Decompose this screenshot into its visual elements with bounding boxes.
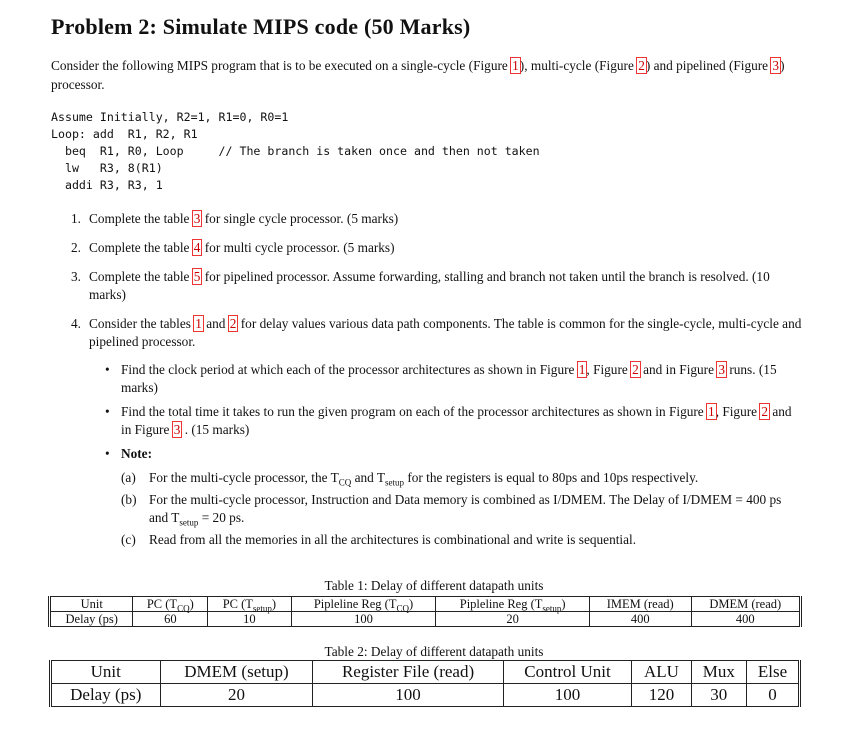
bullet-text: , Figure <box>715 404 761 419</box>
figure-ref-1[interactable]: 1 <box>512 58 519 73</box>
bullet-text: . (15 marks) <box>181 422 250 437</box>
task-item-1 <box>71 210 803 228</box>
task-text: Complete the table <box>89 269 193 284</box>
code-line: lw R3, 8(R1) <box>51 161 163 175</box>
intro-text-4: ) processor. <box>51 58 785 92</box>
bullet-text: runs. (15 marks) <box>121 362 777 395</box>
bullet-text: Find the total time it takes to run the given program on each of the processor architectures as shown in Figure <box>121 404 708 419</box>
table-row <box>50 597 801 612</box>
bullet-text: Find the clock period at which each of the processor architectures as shown in Figure <box>121 362 578 377</box>
task-item-4 <box>71 315 803 549</box>
figure-ref-3[interactable]: 3 <box>718 362 725 377</box>
table-header-cell: Register File (read) <box>313 661 503 684</box>
task-text: Complete the table <box>89 211 193 226</box>
code-line: addi R3, R3, 1 <box>51 178 163 192</box>
task-number: 1. <box>71 211 81 226</box>
note-text: = 20 ps. <box>198 510 245 525</box>
table-cell: Delay (ps) <box>51 684 161 707</box>
code-line: Loop: add R1, R2, R1 <box>51 127 198 141</box>
table1-caption: Table 1: Delay of different datapath units <box>324 578 544 593</box>
note-text: and T <box>351 470 386 485</box>
table-cell: 100 <box>291 612 436 627</box>
table-header-cell: PC $(T_{CQ})$ <box>133 597 208 612</box>
table-ref-5[interactable]: 5 <box>193 269 201 284</box>
table-header-cell: ALU <box>632 661 691 684</box>
task-text: and <box>202 316 229 331</box>
table-cell: 20 <box>160 684 313 707</box>
table-ref-4[interactable]: 4 <box>193 240 201 255</box>
figure-ref-2[interactable]: 2 <box>632 362 639 377</box>
table-header-cell: Control Unit <box>503 661 632 684</box>
subscript: setup <box>385 477 405 488</box>
table-cell: 400 <box>589 612 691 627</box>
note-text: for the registers is equal to 80ps and 10ps respectively. <box>404 470 699 485</box>
task-number: 4. <box>71 316 81 331</box>
note-list <box>121 469 803 549</box>
table-cell: 10 <box>208 612 291 627</box>
table-cell: 60 <box>133 612 208 627</box>
table-cell: 30 <box>691 684 746 707</box>
code-line: beq R1, R0, Loop // The branch is taken once and then not taken <box>51 144 540 158</box>
table-header-cell: Pipleline Reg $(T_{CQ})$ <box>291 597 436 612</box>
table-cell: 100 <box>313 684 503 707</box>
figure-ref-3[interactable]: 3 <box>173 422 181 437</box>
mips-code-block <box>51 109 540 194</box>
table-header-cell: Unit <box>50 597 133 612</box>
subscript: setup <box>179 517 199 528</box>
intro-paragraph <box>51 56 803 94</box>
intro-text-3: ) and pipelined (Figure <box>645 58 772 73</box>
note-item-label: (c) <box>121 532 136 547</box>
table-row <box>51 661 800 684</box>
table-ref-1[interactable]: 1 <box>195 316 202 331</box>
table-cell: 20 <box>436 612 589 627</box>
bullet-icon: • <box>105 404 110 419</box>
table1-delay-units <box>48 596 802 627</box>
bullet-item-note <box>105 445 803 549</box>
table-ref-3[interactable]: 3 <box>193 211 201 226</box>
figure-ref-1[interactable]: 1 <box>708 404 715 419</box>
figure-ref-3[interactable]: 3 <box>772 58 780 73</box>
table-header-cell: DMEM (read) <box>691 597 801 612</box>
table-header-cell: Mux <box>691 661 746 684</box>
note-text: For the multi-cycle processor, Instruction and Data memory is combined as I/DMEM. The Delay of I/DMEM = 400 ps and T <box>149 492 782 525</box>
bullet-text: and in Figure <box>121 404 792 437</box>
table-header-cell: PC $(T_{setup})$ <box>208 597 291 612</box>
task-item-2 <box>71 239 803 257</box>
task-text: Complete the table <box>89 240 193 255</box>
table-cell: 100 <box>503 684 632 707</box>
task-text: for single cycle processor. (5 marks) <box>201 211 399 226</box>
bullet-icon: • <box>105 446 110 461</box>
figure-ref-2[interactable]: 2 <box>638 58 645 73</box>
figure-ref-2[interactable]: 2 <box>761 404 769 419</box>
table-header-cell: Pipleline Reg $(T_{setup})$ <box>436 597 589 612</box>
note-text: Read from all the memories in all the architectures is combinational and write is sequential. <box>149 532 637 547</box>
note-item-a <box>121 469 803 487</box>
bullet-text: and in Figure <box>639 362 718 377</box>
note-item-label: (a) <box>121 470 136 485</box>
table2-delay-units <box>49 660 801 707</box>
task-text: for multi cycle processor. (5 marks) <box>201 240 395 255</box>
problem-title: Problem 2: Simulate MIPS code (50 Marks) <box>51 14 471 39</box>
task-number: 3. <box>71 269 81 284</box>
table-header-cell: DMEM (setup) <box>160 661 313 684</box>
subscript: CQ <box>338 477 352 488</box>
table-header-cell: Else <box>747 661 800 684</box>
code-line: Assume Initially, R2=1, R1=0, R0=1 <box>51 110 289 124</box>
table-row <box>50 612 801 627</box>
intro-text-1: Consider the following MIPS program that is to be executed on a single-cycle (Figure <box>51 58 512 73</box>
table-header-cell: IMEM (read) <box>589 597 691 612</box>
bullet-item-clock-period <box>105 361 803 397</box>
table-header-cell: Unit <box>51 661 161 684</box>
table-cell: 0 <box>747 684 800 707</box>
task-text: for pipelined processor. Assume forwarding, stalling and branch not taken until the branch is resolved. (10 marks) <box>89 269 770 302</box>
bullet-icon: • <box>105 362 110 377</box>
table-ref-2[interactable]: 2 <box>229 316 237 331</box>
table-cell: Delay (ps) <box>50 612 133 627</box>
bullet-list <box>105 361 803 549</box>
note-item-b <box>121 491 803 527</box>
table-cell: 400 <box>691 612 801 627</box>
task-list <box>71 210 803 560</box>
task-text: for delay values various data path components. The table is common for the single-cycle, multi-cycle and pipelined processor. <box>89 316 802 349</box>
figure-ref-1[interactable]: 1 <box>578 362 586 377</box>
intro-text-2: ), multi-cycle (Figure <box>519 58 638 73</box>
table-cell: 120 <box>632 684 691 707</box>
note-text: For the multi-cycle processor, the T <box>149 470 339 485</box>
task-number: 2. <box>71 240 81 255</box>
bullet-item-total-time <box>105 403 803 439</box>
task-item-3 <box>71 268 803 304</box>
bullet-text: , Figure <box>586 362 632 377</box>
note-item-label: (b) <box>121 492 137 507</box>
note-label: Note: <box>121 446 153 461</box>
table2-caption: Table 2: Delay of different datapath units <box>324 644 544 659</box>
note-item-c <box>121 531 803 549</box>
task-text: Consider the tables <box>89 316 195 331</box>
table-row <box>51 684 800 707</box>
